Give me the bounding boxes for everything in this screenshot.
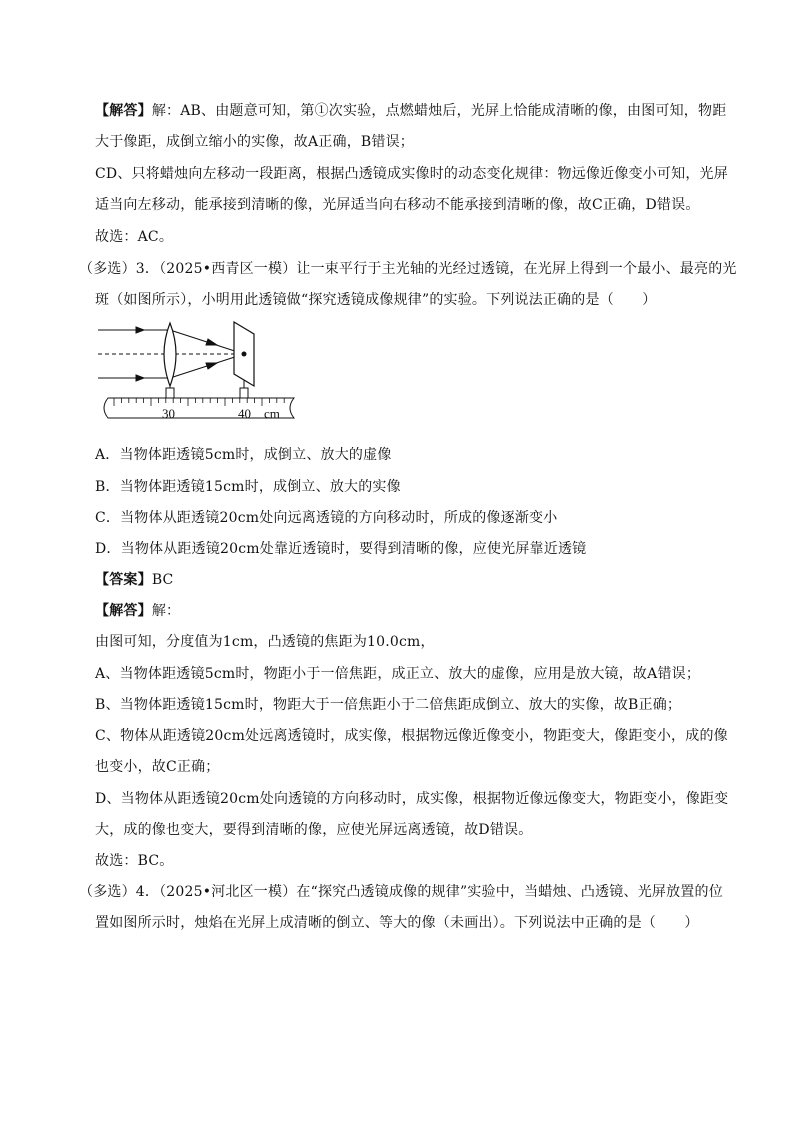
q2-answer-line-3: CD、只将蜡烛向左移动一段距离，根据凸透镜成实像时的动态变化规律：物远像近像变小可知，光屏 (95, 166, 728, 182)
q2-answer-line-1 (95, 102, 726, 120)
q3-answer (95, 571, 173, 589)
answer-text: 解：AB、由题意可知，第①次实验，点燃蜡烛后，光屏上恰能成清晰的像，由图可知，物距 (151, 103, 727, 119)
q2-answer-choice: 故选：AC。 (95, 229, 174, 245)
q3-analysis-line: 由图可知，分度值为1cm，凸透镜的焦距为10.0cm， (95, 634, 435, 650)
arrow-head (206, 339, 217, 345)
answer-label: 【解答】 (95, 103, 152, 119)
q3-analysis-choice: 故选：BC。 (95, 853, 174, 869)
analysis-head-text: 解： (151, 603, 181, 619)
analysis-label: 【解答】 (95, 603, 152, 619)
arrow-head (136, 327, 144, 333)
q3-analysis-line: D、当物体从距透镜20cm处向透镜的方向移动时，成实像，根据物近像远像变大，物距变小，像距变 (95, 791, 729, 807)
q3-analysis-line: B、当物体距透镜15cm时，物距大于一倍焦距小于二倍焦距成倒立、放大的实像，故B正确； (95, 697, 682, 713)
ruler-label-30: 30 (162, 406, 175, 421)
focus-spot (242, 352, 247, 357)
q3-analysis-line: 也变小，故C正确； (95, 759, 220, 775)
q3-analysis-line: A、当物体距透镜5cm时，物距小于一倍焦距，成正立、放大的虚像，应用是放大镜，故A错误； (95, 666, 701, 682)
ruler-label-40: 40 (238, 406, 251, 421)
q3-option-b: B．当物体距透镜15cm时，成倒立、放大的实像 (95, 479, 401, 495)
lens-focus-diagram (96, 318, 308, 430)
q3-analysis-head (95, 602, 180, 620)
q4-stem-line-1: （多选）4．（2025•河北区一模）在“探究凸透镜成像的规律”实验中，当蜡烛、凸透镜、光屏放置的位 (79, 884, 723, 900)
screen-holder-base (240, 388, 248, 399)
q3-analysis-line: C、物体从距透镜20cm处远离透镜时，成实像，根据物远像近像变小，物距变大，像距变小，成的像 (95, 728, 728, 744)
q3-stem-line-1: （多选）3．（2025•西青区一模）让一束平行于主光轴的光经过透镜，在光屏上得到一个最小、最亮的光 (79, 261, 737, 277)
answer-label: 【答案】 (95, 572, 152, 588)
q3-stem-line-2: 斑（如图所示），小明用此透镜做“探究透镜成像规律”的实验。下列说法正确的是（ ） (95, 292, 657, 308)
q3-option-c: C．当物体从距透镜20cm处向远离透镜的方向移动时，所成的像逐渐变小 (95, 510, 558, 526)
ruler-unit: cm (264, 406, 280, 421)
arrow-head (136, 375, 144, 381)
q2-answer-line-2: 大于像距，成倒立缩小的实像，故A正确，B错误； (95, 134, 414, 150)
q3-option-d: D．当物体从距透镜20cm处靠近透镜时，要得到清晰的像，应使光屏靠近透镜 (95, 541, 587, 557)
q4-stem-line-2: 置如图所示时，烛焰在光屏上成清晰的倒立、等大的像（未画出）。下列说法中正确的是（ ） (95, 915, 699, 931)
q2-answer-line-4: 适当向左移动，能承接到清晰的像，光屏适当向右移动不能承接到清晰的像，故C正确，D错误。 (95, 197, 700, 213)
lens-holder-base (166, 388, 174, 399)
q3-analysis-line: 大，成的像也变大，要得到清晰的像，应使光屏远离透镜，故D错误。 (95, 822, 533, 838)
lens-focus-figure (96, 318, 308, 430)
answer-value: BC (151, 572, 174, 588)
q3-option-a: A．当物体距透镜5cm时，成倒立、放大的虚像 (95, 447, 392, 463)
arrow-head (206, 363, 217, 369)
